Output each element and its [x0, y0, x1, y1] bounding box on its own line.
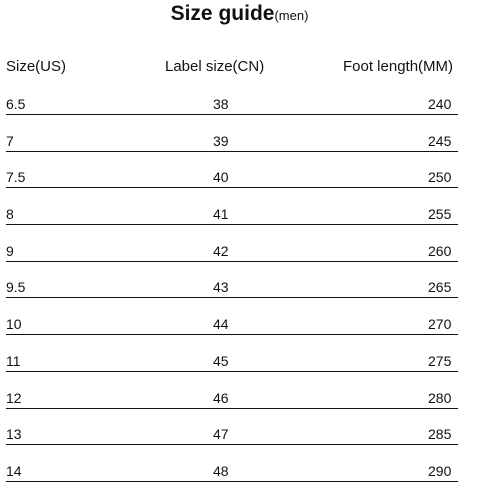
row-divider: [6, 297, 458, 298]
page-title: [0, 2, 479, 26]
cell-us-size: 7: [6, 132, 14, 149]
column-header-foot-length: Foot length(MM): [343, 58, 454, 75]
table-row: [0, 239, 479, 276]
cell-foot-length: 240: [428, 96, 452, 112]
cell-cn-size: 39: [213, 132, 229, 149]
cell-foot-length: 265: [428, 279, 452, 296]
row-divider: [6, 114, 458, 115]
table-header: [0, 58, 479, 80]
cell-us-size: 7.5: [6, 169, 26, 186]
column-header-us-size: Size(US): [6, 58, 67, 75]
table-row: [0, 386, 479, 423]
cell-foot-length: 250: [428, 169, 452, 186]
cell-cn-size: 41: [213, 206, 229, 223]
cell-us-size: 8: [6, 206, 14, 223]
cell-us-size: 11: [6, 352, 21, 369]
cell-cn-size: 43: [213, 279, 229, 296]
title-subtitle: (men): [274, 8, 309, 23]
table-row: [0, 422, 479, 459]
cell-cn-size: 46: [213, 389, 229, 406]
table-row: [0, 129, 479, 166]
table-row: [0, 349, 479, 386]
cell-cn-size: 48: [213, 462, 229, 479]
column-header-cn-label-size: Label size(CN): [165, 58, 265, 75]
row-divider: [6, 408, 458, 409]
row-divider: [6, 371, 458, 372]
cell-foot-length: 255: [428, 206, 452, 223]
table-row: [0, 275, 479, 312]
cell-cn-size: 42: [213, 242, 229, 259]
cell-foot-length: 260: [428, 242, 452, 259]
table-row: [0, 202, 479, 239]
cell-us-size: 9: [6, 242, 14, 259]
title-main: Size guide: [170, 2, 275, 25]
cell-foot-length: 275: [428, 352, 452, 369]
table-row: [0, 312, 479, 349]
cell-foot-length: 270: [428, 316, 452, 333]
row-divider: [6, 151, 458, 152]
cell-cn-size: 40: [213, 169, 229, 186]
cell-foot-length: 290: [428, 462, 452, 479]
row-divider: [6, 224, 458, 225]
size-table-body: [0, 92, 479, 496]
row-divider: [6, 334, 458, 335]
cell-us-size: 12: [6, 389, 22, 406]
cell-us-size: 10: [6, 316, 22, 333]
cell-foot-length: 280: [428, 389, 452, 406]
table-row: [0, 459, 479, 496]
row-divider: [6, 261, 458, 262]
row-divider: [6, 481, 458, 482]
row-divider: [6, 187, 458, 188]
cell-cn-size: 47: [213, 426, 229, 443]
cell-us-size: 13: [6, 426, 22, 443]
cell-us-size: 9.5: [6, 279, 26, 296]
cell-us-size: 6.5: [6, 96, 26, 112]
cell-us-size: 14: [6, 462, 22, 479]
table-row: [0, 165, 479, 202]
row-divider: [6, 444, 458, 445]
cell-cn-size: 44: [213, 316, 229, 333]
cell-foot-length: 285: [428, 426, 452, 443]
cell-cn-size: 45: [213, 352, 229, 369]
cell-cn-size: 38: [213, 96, 229, 112]
table-row: [0, 92, 479, 129]
cell-foot-length: 245: [428, 132, 452, 149]
